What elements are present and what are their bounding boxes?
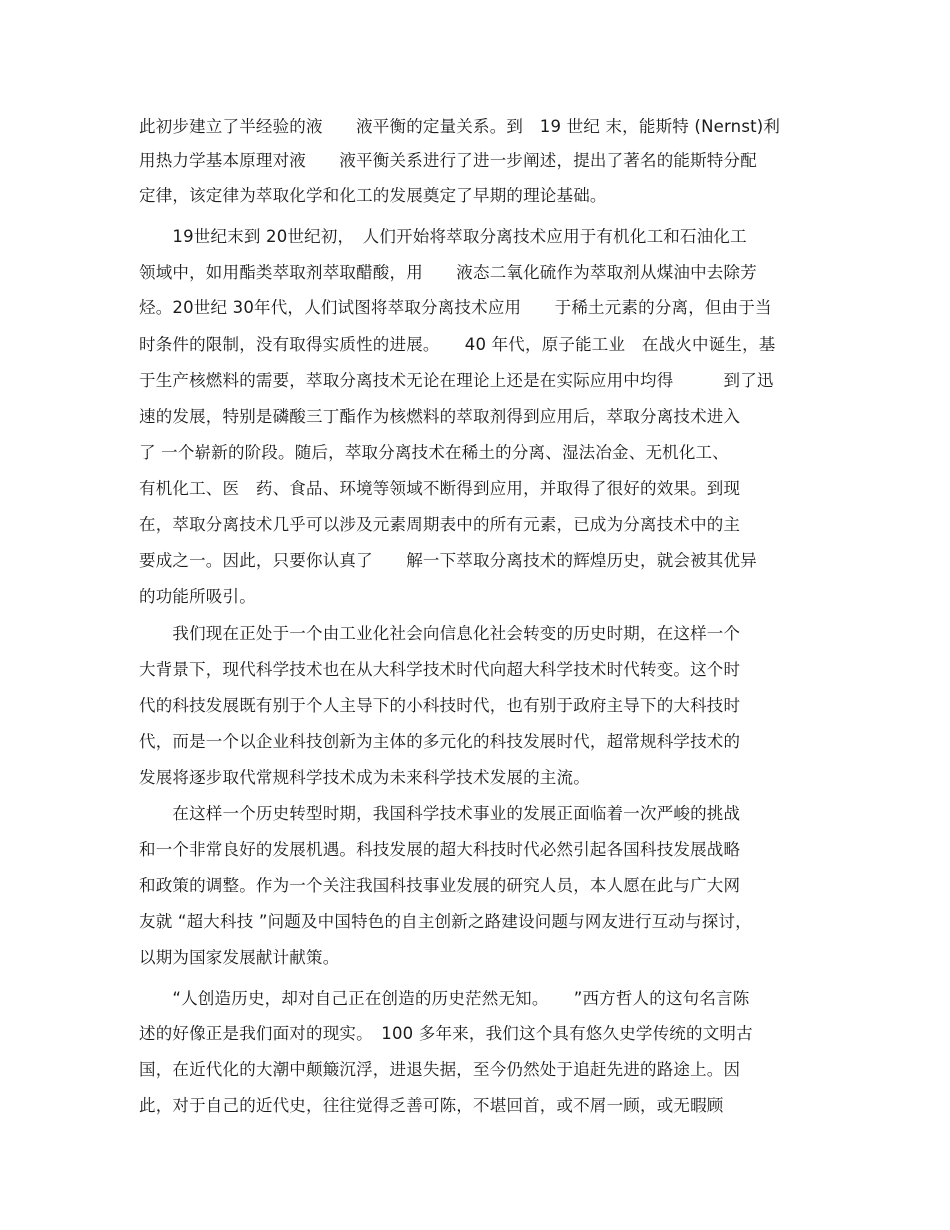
text-line: “人创造历史，却对自己正在创造的历史茫然无知。 ”西方哲人的这句名言陈	[139, 989, 750, 1008]
text-line: 用热力学基本原理对液 液平衡关系进行了进一步阐述，提出了著名的能斯特分配	[139, 151, 757, 170]
text-line: 和一个非常良好的发展机遇。科技发展的超大科技时代必然引起各国科技发展战略	[139, 840, 741, 859]
text-line: 烃。20世纪 30年代，人们试图将萃取分离技术应用 于稀土元素的分离，但由于当	[139, 298, 772, 317]
text-line: 发展将逐步取代常规科学技术成为未来科学技术发展的主流。	[139, 768, 590, 787]
text-line: 国，在近代化的大潮中颠簸沉浮，进退失据，至今仍然处于追赶先进的路途上。因	[139, 1060, 741, 1079]
text-line: 速的发展，特别是磷酸三丁酯作为核燃料的萃取剂得到应用后，萃取分离技术进入	[139, 407, 741, 426]
text-line: 19世纪末到 20世纪初， 人们开始将萃取分离技术应用于有机化工和石油化工	[139, 227, 747, 246]
text-line: 代，而是一个以企业科技创新为主体的多元化的科技发展时代，超常规科学技术的	[139, 732, 741, 751]
text-line: 领域中，如用酯类萃取剂萃取醋酸，用 液态二氧化硫作为萃取剂从煤油中去除芳	[139, 263, 757, 282]
text-line: 的功能所吸引。	[139, 587, 256, 606]
text-line: 代的科技发展既有别于个人主导下的小科技时代，也有别于政府主导下的大科技时	[139, 696, 741, 715]
text-line: 时条件的限制，没有取得实质性的进展。 40 年代，原子能工业 在战火中诞生，基	[139, 335, 776, 354]
text-line: 和政策的调整。作为一个关注我国科技事业发展的研究人员，本人愿在此与广大网	[139, 876, 741, 895]
text-line: 此，对于自己的近代史，往往觉得乏善可陈，不堪回首，或不屑一顾，或无暇顾	[139, 1096, 724, 1115]
text-line: 大背景下，现代科学技术也在从大科学技术时代向超大科学技术时代转变。这个时	[139, 660, 741, 679]
text-line: 在这样一个历史转型时期，我国科学技术事业的发展正面临着一次严峻的挑战	[139, 804, 741, 823]
text-line: 有机化工、医 药、食品、环境等领域不断得到应用，并取得了很好的效果。到现	[139, 479, 741, 498]
text-line: 要成之一。因此，只要你认真了 解一下萃取分离技术的辉煌历史，就会被其优异	[139, 551, 757, 570]
text-line: 了 一个崭新的阶段。随后，萃取分离技术在稀土的分离、湿法冶金、无机化工、	[139, 443, 729, 462]
text-line: 此初步建立了半经验的液 液平衡的定量关系。到 19 世纪 末，能斯特 (Nernst)利	[139, 117, 781, 136]
text-line: 在，萃取分离技术几乎可以涉及元素周期表中的所有元素，已成为分离技术中的主	[139, 515, 741, 534]
text-line: 我们现在正处于一个由工业化社会向信息化社会转变的历史时期，在这样一个	[139, 624, 741, 643]
text-line: 定律，该定律为萃取化学和化工的发展奠定了早期的理论基础。	[139, 186, 607, 205]
text-line: 以期为国家发展献计献策。	[139, 948, 340, 967]
text-line: 于生产核燃料的需要，萃取分离技术无论在理论上还是在实际应用中均得 到了迅	[139, 371, 774, 390]
text-line: 友就 “超大科技 ”问题及中国特色的自主创新之路建设问题与网友进行互动与探讨，	[139, 912, 752, 931]
text-line: 述的好像正是我们面对的现实。 100 多年来，我们这个具有悠久史学传统的文明古	[139, 1024, 753, 1043]
